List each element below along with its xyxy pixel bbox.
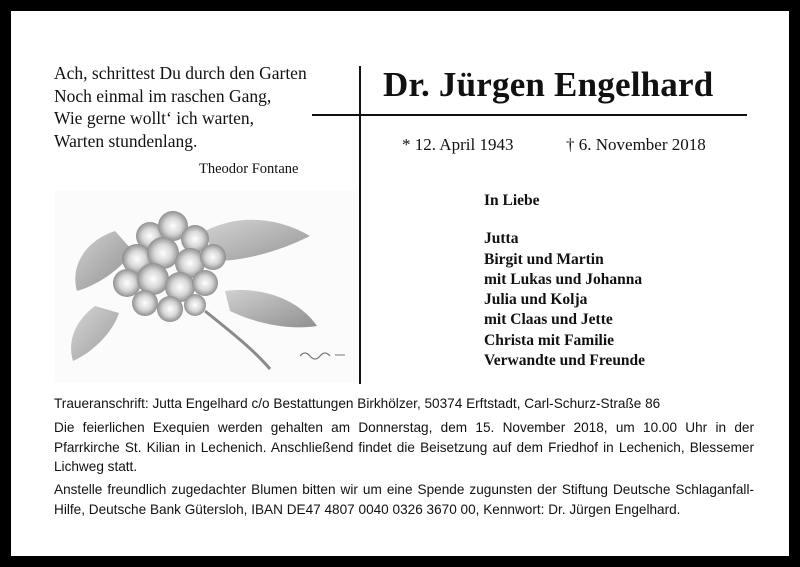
deceased-name: Dr. Jürgen Engelhard [383,65,714,104]
poem-line: Noch einmal im raschen Gang, [54,85,272,106]
hydrangea-watercolor-image [55,191,358,383]
mourner-name: Verwandte und Freunde [484,352,646,370]
mourners-intro: In Liebe [484,192,540,209]
obituary-card [11,11,789,556]
mourner-name: mit Lukas und Johanna [484,270,643,288]
cross-horizontal-line [312,114,747,116]
mourner-name: Birgit und Martin [484,250,604,268]
death-date: † 6. November 2018 [566,135,706,154]
mourning-address: Traueranschrift: Jutta Engelhard c/o Bestattungen Birkhölzer, 50374 Erftstadt, Carl-Schurz-Straße 86 [54,396,661,411]
mourner-name: mit Claas und Jette [484,311,613,329]
funeral-service-info: Die feierlichen Exequien werden gehalten am Donnerstag, dem 15. November 2018, um 10.00 Uhr in der Pfarrkirche St. Kilian in Lechenich. Anschließend findet die Beisetzung auf dem Friedhof in Lechenich, Blessemer Lichweg statt. [54,420,754,474]
mourner-name: Julia und Kolja [484,291,588,309]
mourner-name: Christa mit Familie [484,331,615,349]
mourners-list [484,191,645,371]
poem-author: Theodor Fontane [199,161,299,177]
poem-line: Wie gerne wollt‘ ich warten, [54,108,254,128]
poem [54,62,307,152]
hydrangea-illustration [55,191,358,383]
donation-info: Anstelle freundlich zugedachter Blumen bitten wir um eine Spende zugunsten der Stiftung Deutsche Schlaganfall-Hilfe, Deutsche Bank Gütersloh, IBAN DE47 4807 0040 0326 3670 00, Kennwort: Dr. Jürgen Engelhard. [54,482,754,517]
poem-line: Ach, schrittest Du durch den Garten [54,63,307,83]
poem-line: Warten stundenlang. [54,130,198,151]
birth-date: * 12. April 1943 [402,135,514,154]
mourner-name: Jutta [484,230,519,248]
